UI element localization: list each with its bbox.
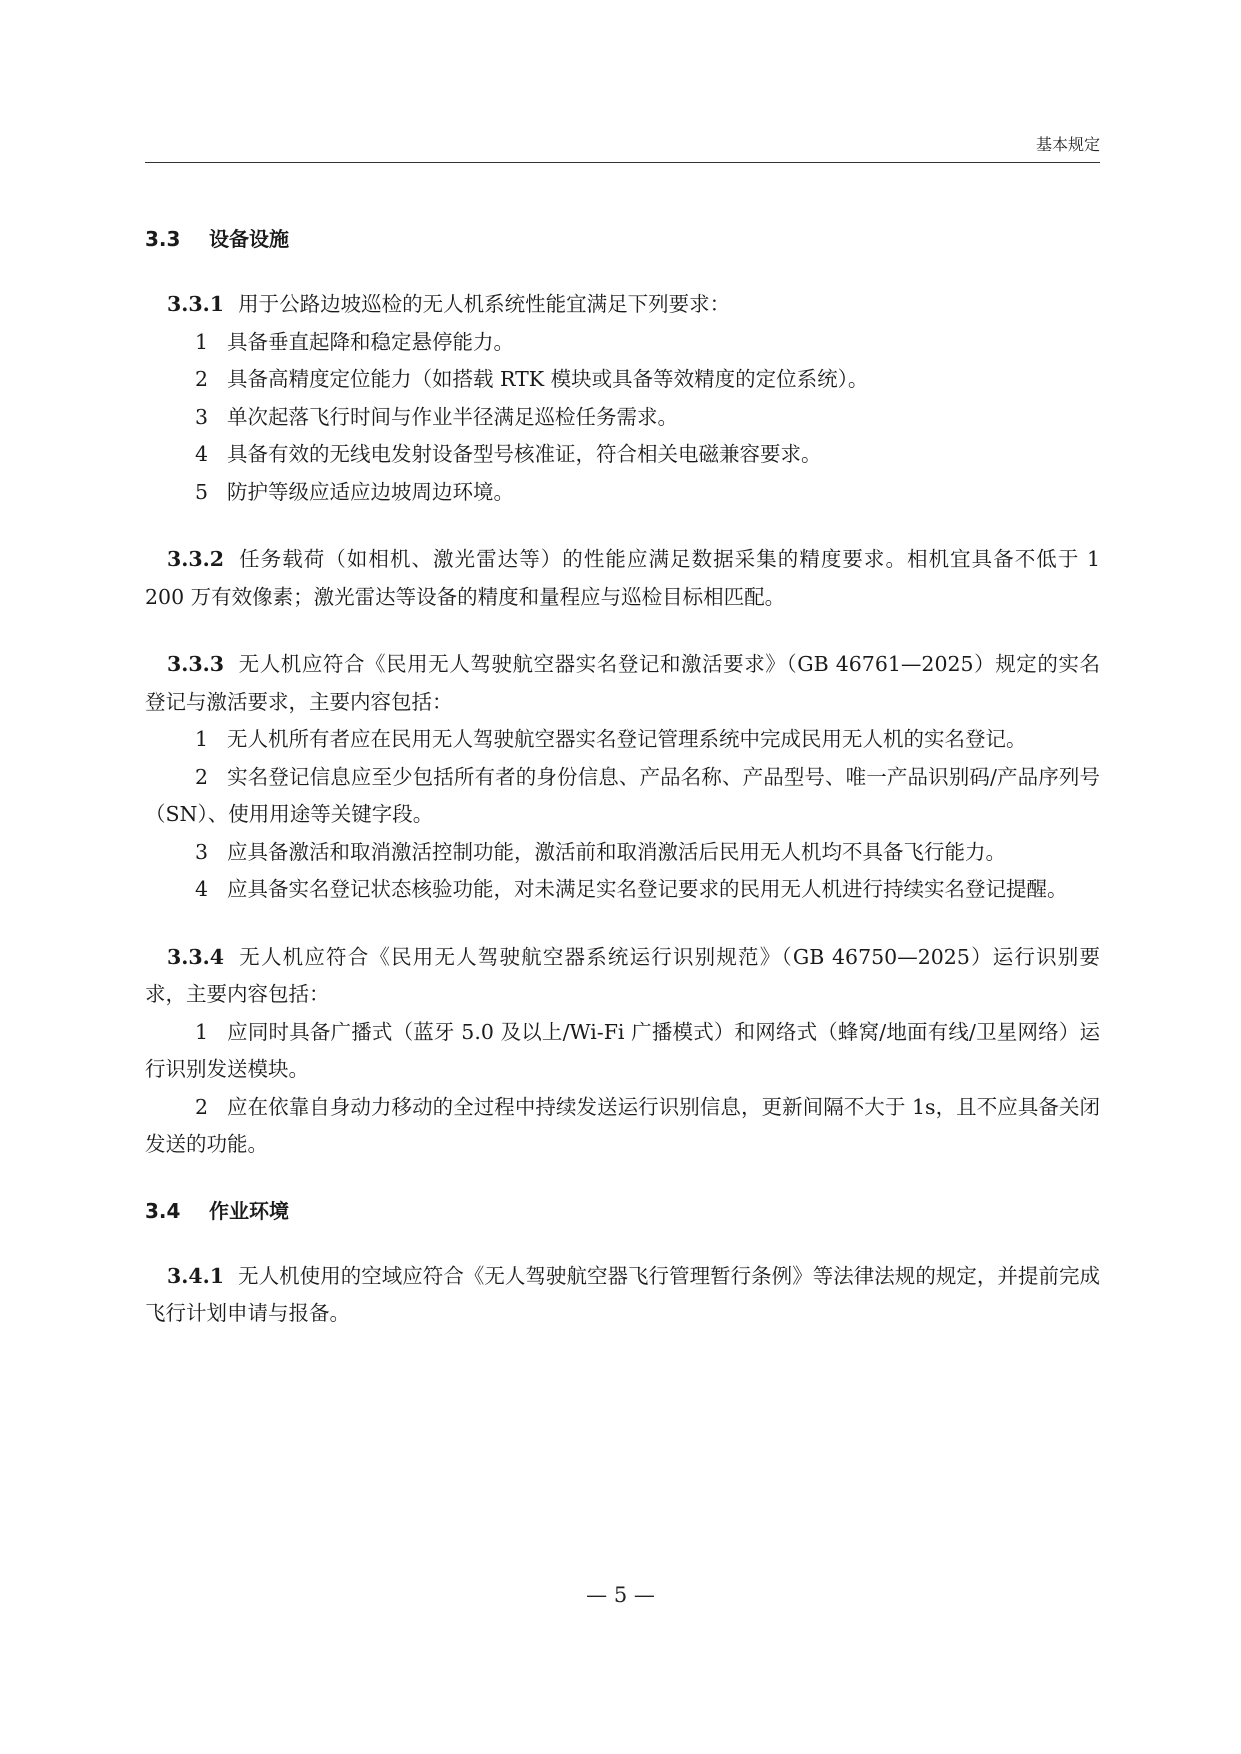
list-item — [145, 361, 1100, 399]
item-text: 实名登记信息应至少包括所有者的身份信息、产品名称、产品型号、唯一产品识别码/产品序列号（SN）、使用用途等关键字段。 — [145, 764, 1100, 826]
section-number: 3.4 — [145, 1198, 181, 1223]
clause-text: 无人机应符合《民用无人驾驶航空器实名登记和激活要求》（GB 46761—2025）规定的实名登记与激活要求，主要内容包括： — [145, 652, 1100, 714]
list-item — [145, 436, 1100, 474]
list-item — [145, 324, 1100, 362]
clause-text: 用于公路边坡巡检的无人机系统性能宜满足下列要求： — [238, 292, 731, 316]
page-body — [145, 222, 1100, 1333]
item-text: 具备有效的无线电发射设备型号核准证，符合相关电磁兼容要求。 — [227, 442, 822, 466]
clause-3-3-4 — [145, 939, 1100, 1014]
item-number: 3 — [195, 839, 209, 864]
list-item — [145, 1014, 1100, 1089]
item-text: 具备垂直起降和稳定悬停能力。 — [227, 329, 514, 354]
clause-number: 3.3.2 — [167, 547, 225, 571]
running-header — [145, 120, 1100, 163]
item-number: 3 — [195, 404, 209, 429]
section-heading-3-3 — [145, 222, 1100, 256]
clause-number: 3.3.1 — [167, 292, 225, 316]
item-text: 无人机所有者应在民用无人驾驶航空器实名登记管理系统中完成民用无人机的实名登记。 — [227, 727, 1027, 751]
item-number: 4 — [195, 442, 209, 466]
item-text: 应具备实名登记状态核验功能，对未满足实名登记要求的民用无人机进行持续实名登记提醒。 — [227, 877, 1068, 901]
item-text: 应在依靠自身动力移动的全过程中持续发送运行识别信息，更新间隔不大于 1s，且不应具备关闭发送的功能。 — [145, 1094, 1100, 1156]
item-number: 4 — [195, 877, 209, 901]
list-item — [145, 721, 1100, 759]
item-text: 应同时具备广播式（蓝牙 5.0 及以上/Wi-Fi 广播模式）和网络式（蜂窝/地面有线/卫星网络）运行识别发送模块。 — [145, 1019, 1100, 1081]
list-item — [145, 474, 1100, 512]
section-heading-3-4 — [145, 1194, 1100, 1228]
section-number: 3.3 — [145, 227, 181, 251]
item-number: 2 — [195, 764, 209, 789]
section-title: 设备设施 — [209, 227, 289, 251]
clause-number: 3.4.1 — [167, 1263, 225, 1288]
section-title: 作业环境 — [209, 1198, 289, 1223]
item-number: 1 — [195, 1019, 209, 1044]
list-item — [145, 871, 1100, 909]
list-item — [145, 834, 1100, 872]
clause-text: 无人机应符合《民用无人驾驶航空器系统运行识别规范》（GB 46750—2025）运行识别要求，主要内容包括： — [145, 944, 1100, 1006]
list-item — [145, 399, 1100, 437]
clause-3-3-1 — [145, 286, 1100, 324]
item-text: 应具备激活和取消激活控制功能，激活前和取消激活后民用无人机均不具备飞行能力。 — [227, 839, 1006, 864]
running-header-title: 基本规定 — [1035, 135, 1100, 154]
list-item — [145, 1089, 1100, 1164]
item-number: 1 — [195, 727, 209, 751]
item-text: 单次起落飞行时间与作业半径满足巡检任务需求。 — [227, 404, 678, 429]
item-text: 具备高精度定位能力（如搭载 RTK 模块或具备等效精度的定位系统）。 — [227, 367, 869, 391]
item-number: 1 — [195, 329, 209, 354]
list-item — [145, 759, 1100, 834]
clause-text: 无人机使用的空域应符合《无人驾驶航空器飞行管理暂行条例》等法律法规的规定，并提前完成飞行计划申请与报备。 — [145, 1263, 1100, 1325]
clause-number: 3.3.3 — [167, 652, 225, 676]
clause-3-3-2 — [145, 541, 1100, 616]
item-number: 5 — [195, 479, 209, 504]
item-text: 防护等级应适应边坡周边环境。 — [227, 479, 514, 504]
page-number: — 5 — — [586, 1583, 655, 1607]
clause-text: 任务载荷（如相机、激光雷达等）的性能应满足数据采集的精度要求。相机宜具备不低于 1 200 万有效像素；激光雷达等设备的精度和量程应与巡检目标相匹配。 — [145, 547, 1100, 609]
clause-3-3-3 — [145, 646, 1100, 721]
item-number: 2 — [195, 367, 209, 391]
clause-3-4-1 — [145, 1258, 1100, 1333]
item-number: 2 — [195, 1094, 209, 1119]
clause-number: 3.3.4 — [167, 944, 225, 969]
